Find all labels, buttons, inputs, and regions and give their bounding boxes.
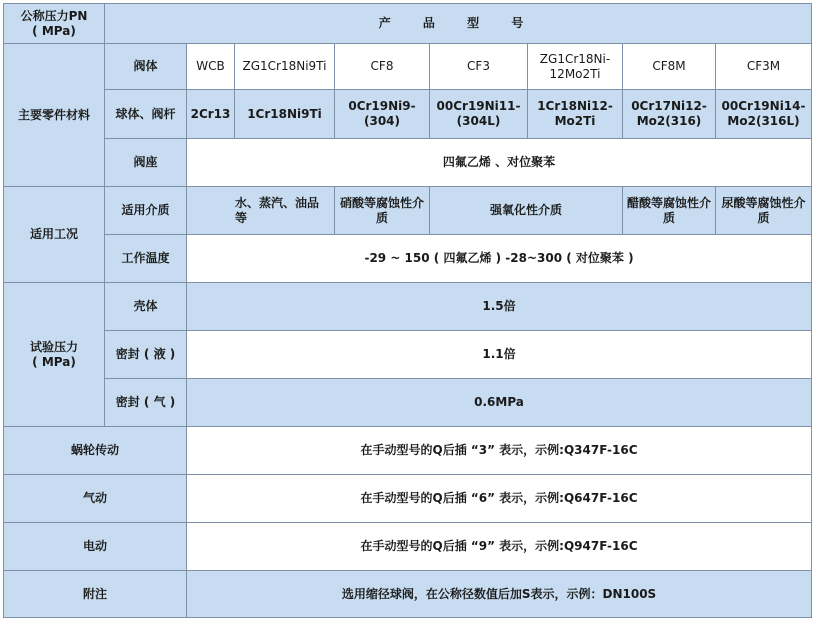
media-label: 适用介质 [105,187,187,235]
ball-material-cell: 0Cr19Ni9-(304) [335,90,430,139]
worm-gear-label: 蜗轮传动 [4,427,187,475]
table-row [4,379,812,427]
body-material-cell: ZG1Cr18Ni-12Mo2Ti [528,44,623,90]
media-value-cell: 水、蒸汽、油品等 [187,187,335,235]
pneumatic-value: 在手动型号的Q后插 “6” 表示，示例:Q647F-16C [187,475,812,523]
conditions-group-label: 适用工况 [4,187,105,283]
electric-label: 电动 [4,523,187,571]
materials-group-label: 主要零件材料 [4,44,105,187]
media-value-cell: 硝酸等腐蚀性介质 [335,187,430,235]
table-row [4,523,812,571]
worm-gear-value: 在手动型号的Q后插 “3” 表示，示例:Q347F-16C [187,427,812,475]
table-row [4,331,812,379]
body-material-cell: ZG1Cr18Ni9Ti [235,44,335,90]
table-row [4,475,812,523]
pn-label-line1: 公称压力PN [20,8,88,23]
table-row [4,139,812,187]
note-label: 附注 [4,571,187,618]
ball-material-cell: 1Cr18Ni9Ti [235,90,335,139]
seat-value: 四氟乙烯 、对位聚苯 [187,139,812,187]
note-value: 选用缩径球阀，在公称径数值后加S表示，示例：DN100S [187,571,812,618]
table-row [4,44,812,90]
body-material-cell: CF8 [335,44,430,90]
shell-value: 1.5倍 [187,283,812,331]
ball-material-cell: 2Cr13 [187,90,235,139]
pneumatic-label: 气动 [4,475,187,523]
ball-stem-label: 球体、阀杆 [105,90,187,139]
ball-material-cell: 0Cr17Ni12-Mo2(316) [623,90,716,139]
pn-label-line2: ( MPa) [32,23,76,38]
pn-header-cell [4,4,105,44]
table-row [4,90,812,139]
temperature-label: 工作温度 [105,235,187,283]
electric-value: 在手动型号的Q后插 “9” 表示，示例:Q947F-16C [187,523,812,571]
ball-material-cell: 1Cr18Ni12-Mo2Ti [528,90,623,139]
table-row [4,427,812,475]
body-label: 阀体 [105,44,187,90]
seal-liquid-value: 1.1倍 [187,331,812,379]
body-material-cell: WCB [187,44,235,90]
spec-table [3,3,812,618]
ball-material-cell: 00Cr19Ni14-Mo2(316L) [716,90,812,139]
seal-liquid-label: 密封 ( 液 ) [105,331,187,379]
temperature-value: -29 ~ 150 ( 四氟乙烯 ) -28~300 ( 对位聚苯 ) [187,235,812,283]
body-material-cell: CF8M [623,44,716,90]
pressure-group-label [4,283,105,427]
header-row [4,4,812,44]
shell-label: 壳体 [105,283,187,331]
product-model-header: 产 品 型 号 [105,4,812,44]
seat-label: 阀座 [105,139,187,187]
table-row [4,283,812,331]
media-value-cell: 醋酸等腐蚀性介质 [623,187,716,235]
pressure-label-line1: 试验压力 [29,339,78,354]
table-row [4,235,812,283]
table-row [4,187,812,235]
media-value-cell: 强氧化性介质 [430,187,623,235]
seal-gas-label: 密封 ( 气 ) [105,379,187,427]
ball-material-cell: 00Cr19Ni11-(304L) [430,90,528,139]
pressure-label-line2: ( MPa) [32,354,76,369]
seal-gas-value: 0.6MPa [187,379,812,427]
table-row [4,571,812,618]
body-material-cell: CF3 [430,44,528,90]
body-material-cell: CF3M [716,44,812,90]
media-value-cell: 尿酸等腐蚀性介质 [716,187,812,235]
